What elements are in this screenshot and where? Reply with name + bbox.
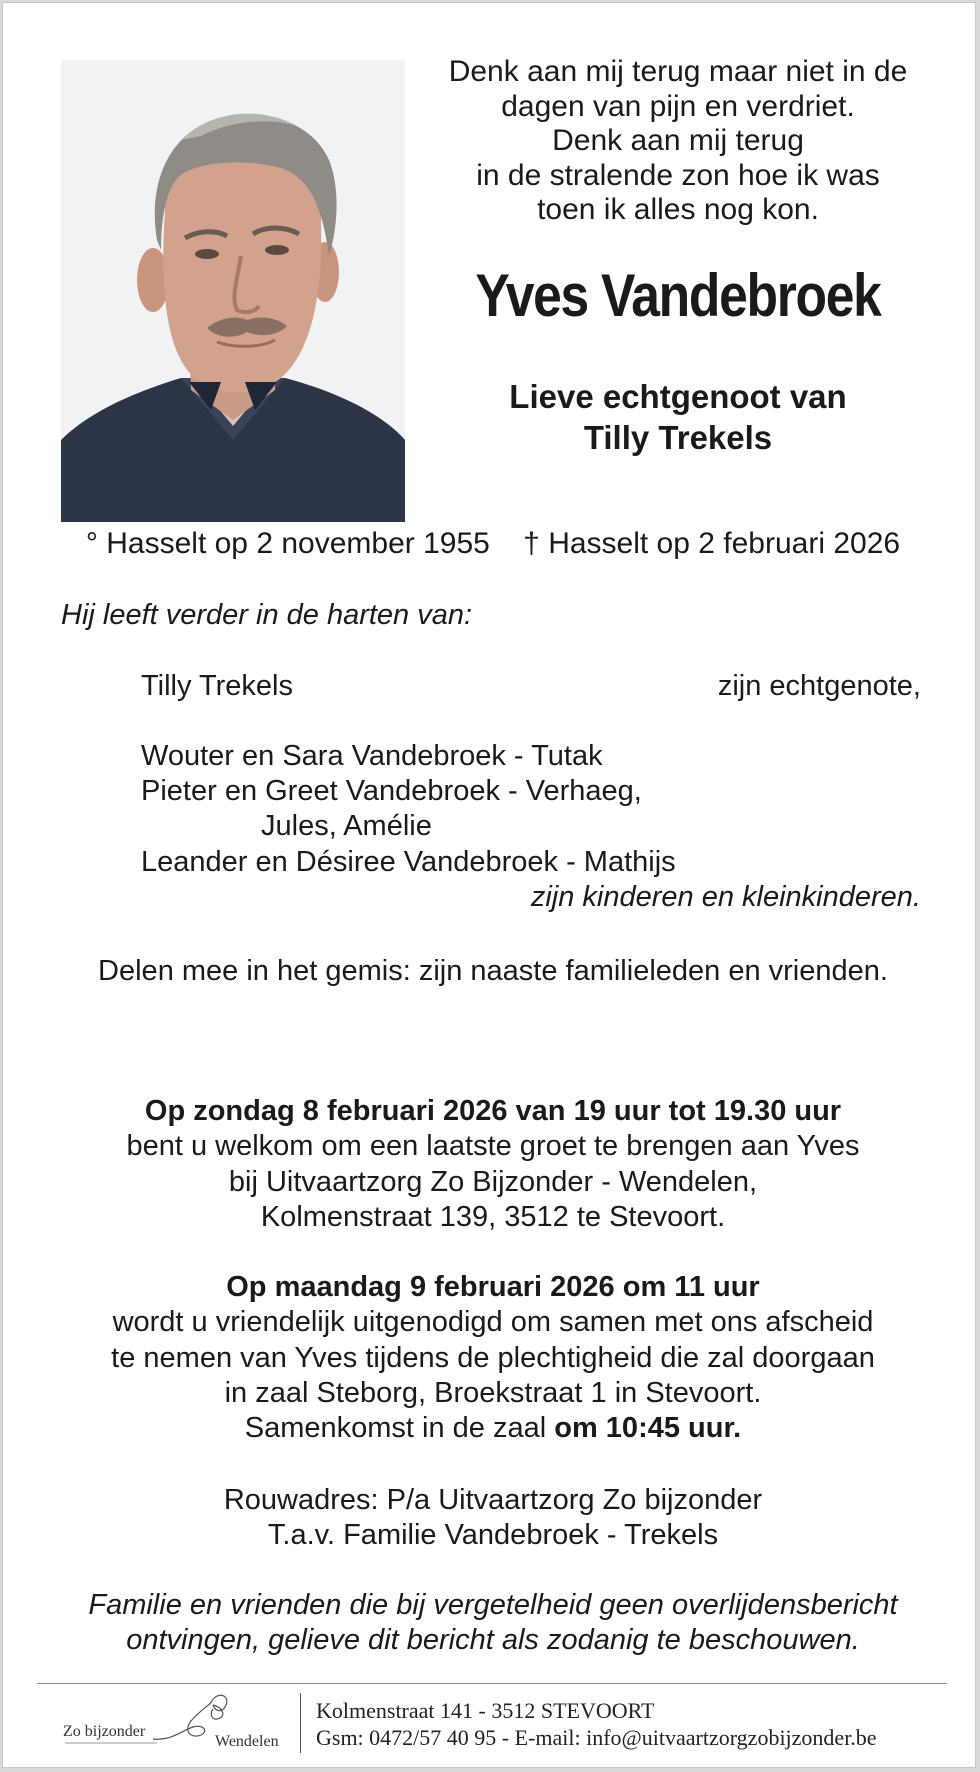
spouse-name: Tilly Trekels xyxy=(141,670,293,702)
footer-divider xyxy=(37,1683,947,1684)
visitation-line: Kolmenstraat 139, 3512 te Stevoort. xyxy=(260,1200,726,1233)
children-role: zijn kinderen en kleinkinderen. xyxy=(530,881,921,913)
ceremony-line: in zaal Steborg, Broekstraat 1 in Stevoort. xyxy=(224,1376,762,1409)
birth-date: ° Hasselt op 2 november 1955 xyxy=(85,527,490,560)
visitation-block xyxy=(23,1094,963,1235)
relation-line: Lieve echtgenoot van xyxy=(509,378,847,415)
child-line: Wouter en Sara Vandebroek - Tutak xyxy=(141,740,603,772)
footer-vertical-divider xyxy=(300,1693,301,1753)
poem-line: dagen van pijn en verdriet. xyxy=(501,89,855,123)
poem xyxy=(418,55,938,228)
poem-line: Denk aan mij terug maar niet in de xyxy=(448,55,908,88)
notice xyxy=(23,1588,963,1659)
gathering-prefix: Samenkomst in de zaal xyxy=(244,1412,555,1445)
visitation-heading: Op zondag 8 februari 2026 van 19 uur tot 19.30 uur xyxy=(144,1095,842,1127)
relation-spouse-name: Tilly Trekels xyxy=(583,419,773,456)
spouse-role: zijn echtgenote, xyxy=(717,670,921,702)
grandchildren-line: Jules, Amélie xyxy=(261,810,432,842)
ceremony-heading: Op maandag 9 februari 2026 om 11 uur xyxy=(226,1271,760,1303)
child-line: Pieter en Greet Vandebroek - Verhaeg, xyxy=(141,775,642,807)
poem-line: toen ik alles nog kon. xyxy=(537,193,819,226)
family-intro: Hij leeft verder in de harten van: xyxy=(61,599,473,631)
mourning-address xyxy=(23,1483,963,1554)
logo-text-left: Zo bijzonder xyxy=(63,1723,146,1740)
footer-phone-email: Gsm: 0472/57 40 95 - E-mail: info@uitvaartzorgzobijzonder.be xyxy=(316,1725,877,1750)
poem-line: Denk aan mij terug xyxy=(552,124,804,157)
footer-address: Kolmenstraat 141 - 3512 STEVOORT xyxy=(316,1698,655,1723)
ceremony-line: wordt u vriendelijk uitgenodigd om samen met ons afscheid xyxy=(112,1306,874,1339)
spouse-relation xyxy=(418,376,938,458)
gathering-time: om 10:45 uur. xyxy=(554,1412,742,1445)
ceremony-block xyxy=(23,1270,963,1446)
address-line: T.a.v. Familie Vandebroek - Trekels xyxy=(267,1519,719,1552)
logo-text-right: Wendelen xyxy=(215,1733,279,1750)
funeral-home-logo xyxy=(61,1691,297,1755)
death-date: † Hasselt op 2 februari 2026 xyxy=(523,527,901,560)
child-line: Leander en Désiree Vandebroek - Mathijs xyxy=(141,846,676,878)
portrait-photo xyxy=(61,60,405,522)
poem-line: in de stralende zon hoe ik was xyxy=(476,158,880,192)
gathering-line xyxy=(23,1411,963,1446)
others-line: Delen mee in het gemis: zijn naaste familieleden en vrienden. xyxy=(98,955,888,987)
footer-contact xyxy=(316,1697,877,1751)
obituary-card xyxy=(2,2,976,1768)
deceased-name: Yves Vandebroek xyxy=(475,262,881,329)
notice-line: Familie en vrienden die bij vergetelheid geen overlijdensbericht xyxy=(88,1589,898,1621)
ceremony-line: te nemen van Yves tijdens de plechtigheid die zal doorgaan xyxy=(111,1341,875,1374)
visitation-line: bij Uitvaartzorg Zo Bijzonder - Wendelen, xyxy=(228,1165,758,1198)
address-line: Rouwadres: P/a Uitvaartzorg Zo bijzonder xyxy=(223,1484,763,1516)
portrait-illustration xyxy=(61,60,405,522)
visitation-line: bent u welkom om een laatste groet te brengen aan Yves xyxy=(126,1130,860,1163)
notice-line: ontvingen, gelieve dit bericht als zodanig te beschouwen. xyxy=(126,1624,860,1657)
life-dates xyxy=(23,527,963,561)
